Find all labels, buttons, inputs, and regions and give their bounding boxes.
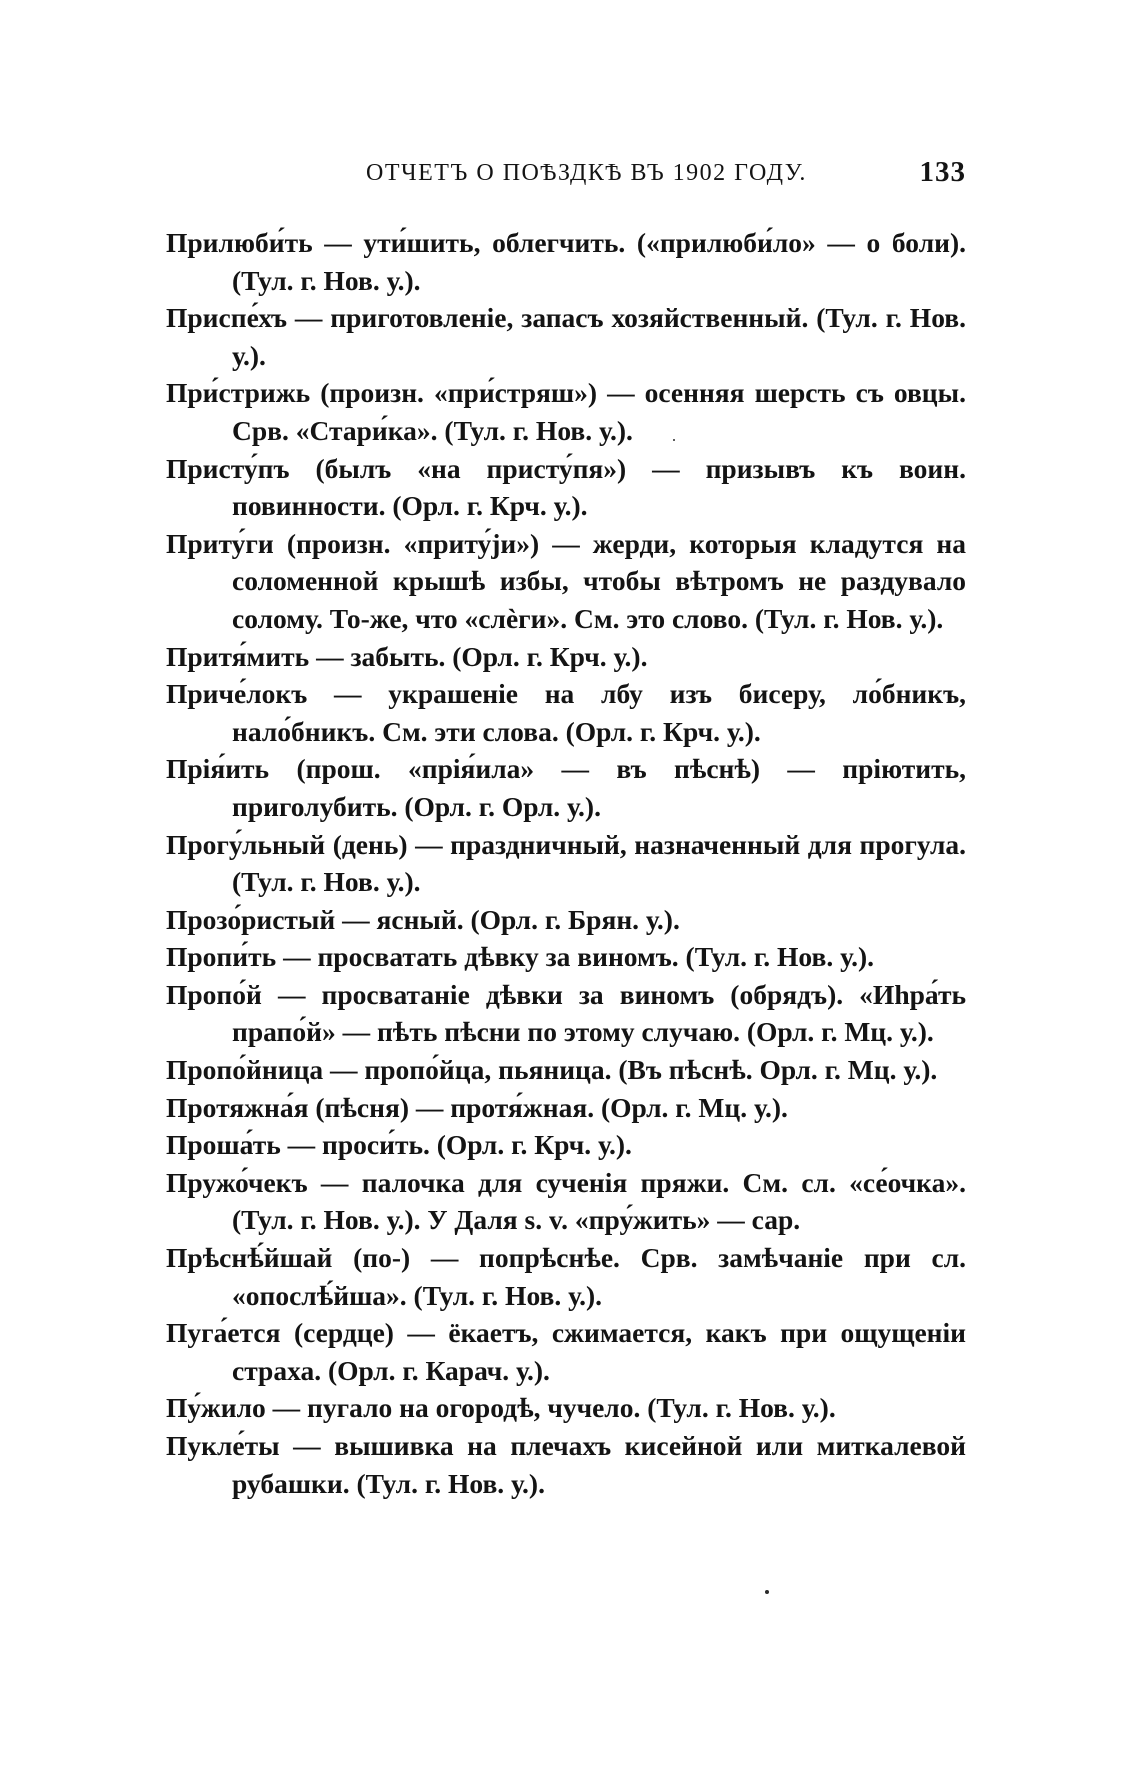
entry-separator: —: [279, 1430, 335, 1461]
entry-headword: Приту́ги: [166, 527, 274, 559]
dictionary-entry: [166, 299, 966, 374]
entry-definition: (прош. «прія́ила» — въ пѣснѣ) — пріютить, приголубить. (Орл. г. Орл. у.).: [232, 753, 966, 822]
entry-separator: —: [323, 1054, 365, 1086]
entry-headword: Притя́мить: [166, 640, 310, 672]
entry-definition: просватаніе дѣвки за виномъ (обрядъ). «Иhра́ть прапо́й» — пѣть пѣсни по этому случаю. (Орл. г. Мц. у.).: [232, 978, 966, 1048]
entry-definition: (по-) — попрѣснѣе. Срв. замѣчаніе при сл. «опослѣ́йша». (Тул. г. Нов. у.).: [232, 1242, 967, 1311]
dictionary-entry: [166, 1427, 966, 1502]
dictionary-entry: [166, 1164, 966, 1239]
dictionary-entry: [166, 638, 966, 676]
entry-headword: Присту́пъ: [166, 452, 290, 484]
entry-definition: (произн. «при́стряш») — осенняя шерсть съ овцы. Срв. «Стари́ка». (Тул. г. Нов. у.).: [232, 377, 966, 446]
entry-separator: —: [335, 903, 377, 935]
entry-headword: Прилюби́ть: [166, 227, 313, 258]
entry-separator: [281, 1317, 294, 1348]
entry-headword: Пропо́йница: [166, 1054, 324, 1086]
dictionary-entry: [166, 901, 966, 939]
entry-definition: вышивка на плечахъ кисейной или миткалевой рубашки. (Тул. г. Нов. у.).: [232, 1430, 966, 1499]
entry-separator: —: [276, 941, 318, 973]
entry-separator: —: [280, 1129, 322, 1161]
entry-definition: ути́шить, облегчить. («прилюби́ло» — о боли). (Тул. г. Нов. у.).: [232, 227, 966, 296]
print-speck: [765, 1590, 769, 1594]
entry-definition: забыть. (Орл. г. Крч. у.).: [350, 640, 648, 672]
dictionary-entry: [166, 1126, 966, 1164]
entry-definition: пропо́йца, пьяница. (Въ пѣснѣ. Орл. г. Мц. у.).: [364, 1054, 938, 1086]
dictionary-entry: [166, 976, 966, 1051]
entry-definition: ясный. (Орл. г. Брян. у.).: [376, 903, 680, 935]
dictionary-entry: [166, 750, 966, 825]
entry-definition: (пѣсня) — протя́жная. (Орл. г. Мц. у.).: [315, 1091, 788, 1123]
entry-separator: —: [261, 978, 322, 1010]
entry-headword: Пропи́ть: [166, 941, 277, 973]
entry-definition: палочка для сученія пряжи. См. сл. «се́очка». (Тул. г. Нов. у.). У Даля s. v. «пру́жить» — сар.: [232, 1166, 966, 1236]
entry-headword: Пукле́ты: [166, 1430, 280, 1461]
entry-definition: приготовленіе, запасъ хозяйственный. (Тул. г. Нов. у.).: [232, 302, 966, 371]
page-header: [366, 156, 966, 196]
entry-definition: пугало на огородѣ, чучело. (Тул. г. Нов. у.).: [307, 1392, 836, 1424]
entry-definition: (произн. «приту́ји») — жерди, которыя кладутся на соломенной крышѣ избы, чтобы вѣтромъ не раздувало солому. То-же, что «слѐги». См. это слово. (Тул. г. Нов. у.).: [232, 527, 967, 634]
dictionary-entry: [166, 938, 966, 976]
entry-separator: [332, 1242, 353, 1273]
entry-definition: просватать дѣвку за виномъ. (Тул. г. Нов. у.).: [317, 941, 875, 973]
entry-headword: Прозо́ристый: [166, 903, 336, 935]
entry-definition: (былъ «на присту́пя») — призывъ къ воин. повинности. (Орл. г. Крч. у.).: [232, 452, 966, 522]
dictionary-entry: [166, 1051, 966, 1089]
entry-separator: —: [307, 678, 389, 710]
entry-definition: проси́ть. (Орл. г. Крч. у.).: [322, 1129, 632, 1161]
dictionary-entry: [166, 374, 966, 449]
dictionary-entry: [166, 1314, 966, 1389]
entry-separator: —: [309, 640, 351, 672]
entry-headword: Протяжна́я: [166, 1091, 309, 1123]
entry-separator: [325, 829, 333, 860]
entry-separator: —: [307, 1166, 362, 1198]
entry-headword: При́стрижь: [166, 377, 311, 409]
entry-headword: Приче́локъ: [166, 678, 308, 710]
dictionary-entry: [166, 1389, 966, 1427]
entry-definition: украшеніе на лбу изъ бисеру, ло́бникъ, нало́бникъ. См. эти слова. (Орл. г. Крч. у.).: [232, 678, 967, 747]
dictionary-entry: [166, 525, 966, 638]
entry-headword: Прія́ить: [166, 753, 270, 785]
entry-headword: Пружо́чекъ: [166, 1166, 308, 1198]
entry-headword: Пу́жило: [166, 1392, 266, 1424]
entry-headword: Проша́ть: [166, 1129, 281, 1161]
entry-headword: Пропо́й: [166, 978, 262, 1010]
dictionary-entry: [166, 1239, 966, 1314]
entry-separator: [310, 377, 320, 408]
dictionary-entry: [166, 450, 966, 525]
dictionary-entry: [166, 224, 966, 299]
entry-separator: [290, 453, 316, 484]
running-title: ОТЧЕТЪ О ПОѢЗДКѢ ВЪ 1902 ГОДУ.: [366, 160, 807, 186]
page-number: 133: [919, 156, 966, 188]
entry-separator: [269, 753, 296, 784]
entry-headword: Приспе́хъ: [166, 302, 287, 334]
entry-separator: —: [286, 302, 331, 334]
entry-headword: Пуга́ется: [166, 1317, 281, 1349]
entry-separator: [274, 528, 287, 559]
entry-definition: (день) — праздничный, назначенный для прогула. (Тул. г. Нов. у.).: [232, 828, 967, 898]
dictionary-entries: [166, 224, 966, 1502]
dictionary-entry: [166, 826, 966, 901]
entry-separator: —: [265, 1392, 307, 1424]
entry-definition: (сердце) — ёкаетъ, сжимается, какъ при ощущеніи страха. (Орл. г. Карач. у.).: [232, 1317, 967, 1386]
print-speck: [673, 439, 675, 441]
entry-headword: Прогу́льный: [166, 828, 326, 860]
dictionary-entry: [166, 675, 966, 750]
dictionary-entry: [166, 1089, 966, 1127]
entry-headword: Прѣснѣ́йшай: [166, 1242, 333, 1274]
entry-separator: —: [312, 227, 364, 258]
